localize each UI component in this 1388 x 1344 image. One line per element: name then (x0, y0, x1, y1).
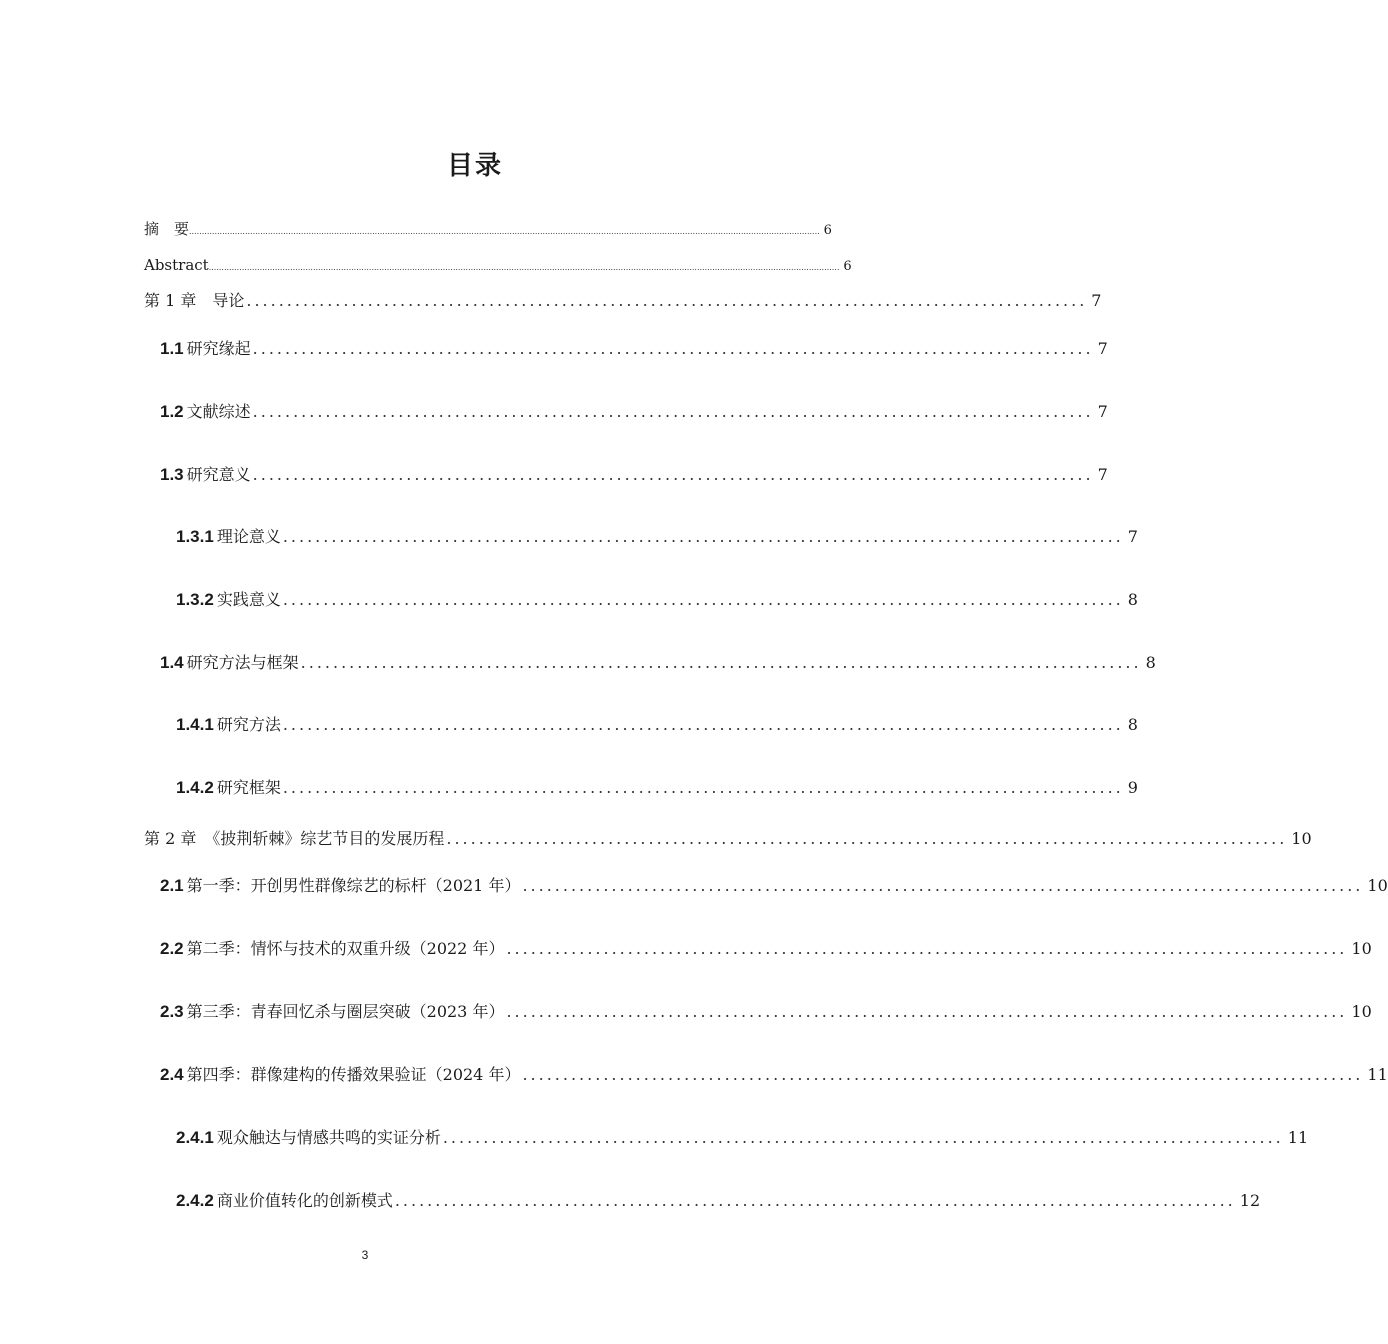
toc-entry-chapter-1[interactable] (144, 290, 1102, 312)
toc-entry-page: 10 (1367, 876, 1388, 895)
toc-entry-label: 第三季：青春回忆杀与圈层突破（2023 年） (186, 1002, 505, 1021)
toc-leader-dots: ........................................................................................................ (252, 465, 1094, 484)
toc-leader-dots: ........................................................................................................ (442, 1128, 1284, 1147)
toc-entry-label: 第一季：开创男性群像综艺的标杆（2021 年） (186, 876, 521, 895)
toc-entry-label: 第 2 章 《披荆斩棘》综艺节目的发展历程 (144, 829, 445, 848)
toc-entry-page: 7 (1097, 402, 1108, 421)
toc-entry-label: Abstract (144, 256, 209, 274)
toc-entry-number: 2.4.2 (176, 1191, 214, 1210)
toc-entry-page: 10 (1351, 1002, 1372, 1021)
toc-entry-label: 第 1 章 导论 (144, 291, 245, 310)
toc-entry-number: 1.3.2 (176, 590, 214, 609)
toc-leader-dots: ........................................................................................................ (522, 1065, 1364, 1084)
toc-entry-label: 研究缘起 (186, 339, 251, 358)
toc-entry-number: 2.2 (160, 939, 184, 958)
toc-entry-page: 11 (1287, 1128, 1309, 1147)
toc-entry-page: 6 (823, 223, 832, 238)
toc-entry-chapter-2[interactable] (144, 828, 1312, 850)
toc-entry-abstract-cn[interactable] (144, 218, 832, 243)
toc-leader-dots: ........................................................................................................ (282, 590, 1124, 609)
toc-entry-number: 1.3 (160, 465, 184, 484)
toc-entry-page: 7 (1127, 527, 1138, 546)
toc-leader-dots: ........................................................................................................................................................................................................................................................ (189, 227, 820, 236)
toc-entry-number: 2.1 (160, 876, 184, 895)
toc-entry-1-4-1[interactable] (176, 714, 1138, 736)
toc-entry-1-3-1[interactable] (176, 526, 1138, 548)
toc-leader-dots: ........................................................................................................ (300, 653, 1142, 672)
toc-entry-2-4[interactable] (160, 1064, 1388, 1086)
toc-leader-dots: ........................................................................................................ (246, 291, 1088, 310)
toc-entry-page: 9 (1127, 778, 1138, 797)
toc-entry-page: 6 (843, 259, 852, 274)
toc-leader-dots: ........................................................................................................ (282, 527, 1124, 546)
toc-entry-number: 2.3 (160, 1002, 184, 1021)
toc-entry-label: 理论意义 (216, 527, 281, 546)
toc-entry-page: 7 (1097, 465, 1108, 484)
toc-entry-page: 7 (1091, 291, 1102, 310)
toc-leader-dots: ........................................................................................................ (522, 876, 1364, 895)
toc-entry-label: 研究方法与框架 (186, 653, 299, 672)
toc-entry-number: 2.4.1 (176, 1128, 214, 1147)
toc-entry-label: 第四季：群像建构的传播效果验证（2024 年） (186, 1065, 521, 1084)
toc-entry-page: 7 (1097, 339, 1108, 358)
toc-leader-dots: ........................................................................................................ (252, 339, 1094, 358)
toc-entry-1-3[interactable] (160, 464, 1108, 486)
toc-entry-number: 1.4.1 (176, 715, 214, 734)
toc-entry-1-1[interactable] (160, 338, 1108, 360)
toc-leader-dots: ........................................................................................................ (252, 402, 1094, 421)
toc-entry-label: 观众触达与情感共鸣的实证分析 (216, 1128, 441, 1147)
toc-leader-dots: ........................................................................................................ (506, 1002, 1348, 1021)
toc-entry-page: 8 (1127, 590, 1138, 609)
toc-entry-label: 研究方法 (216, 715, 281, 734)
toc-leader-dots: ........................................................................................................ (282, 715, 1124, 734)
toc-entry-number: 2.4 (160, 1065, 184, 1084)
toc-entry-label: 摘 要 (144, 220, 190, 238)
toc-entry-page: 12 (1239, 1191, 1261, 1210)
toc-entry-page: 8 (1145, 653, 1156, 672)
toc-entry-2-4-2[interactable] (176, 1190, 1261, 1212)
toc-entry-label: 商业价值转化的创新模式 (216, 1191, 393, 1210)
toc-leader-dots: ........................................................................................................ (446, 829, 1288, 848)
toc-entry-number: 1.2 (160, 402, 184, 421)
toc-entry-label: 研究意义 (186, 465, 251, 484)
toc-entry-label: 实践意义 (216, 590, 281, 609)
toc-entry-1-4-2[interactable] (176, 777, 1138, 799)
page-number: 3 (361, 1248, 369, 1262)
toc-leader-dots: ........................................................................................................ (394, 1191, 1236, 1210)
toc-entry-2-2[interactable] (160, 938, 1372, 960)
toc-entry-label: 研究框架 (216, 778, 281, 797)
toc-entry-number: 1.1 (160, 339, 184, 358)
toc-entry-page: 8 (1127, 715, 1138, 734)
toc-leader-dots: ........................................................................................................ (282, 778, 1124, 797)
toc-leader-dots: ........................................................................................................................................................................................................................................................ (208, 263, 840, 272)
toc-entry-page: 11 (1367, 1065, 1388, 1084)
toc-entry-2-1[interactable] (160, 875, 1388, 897)
toc-entry-page: 10 (1291, 829, 1312, 848)
toc-leader-dots: ........................................................................................................ (506, 939, 1348, 958)
toc-entry-1-3-2[interactable] (176, 589, 1138, 611)
toc-entry-page: 10 (1351, 939, 1372, 958)
toc-entry-label: 第二季：情怀与技术的双重升级（2022 年） (186, 939, 505, 958)
toc-entry-label: 文献综述 (186, 402, 251, 421)
toc-entry-number: 1.4 (160, 653, 184, 672)
toc-entry-1-2[interactable] (160, 401, 1108, 423)
toc-title: 目录 (446, 151, 503, 181)
toc-entry-abstract-en[interactable] (144, 254, 852, 279)
toc-entry-2-3[interactable] (160, 1001, 1372, 1023)
toc-entry-2-4-1[interactable] (176, 1127, 1309, 1149)
toc-entry-number: 1.3.1 (176, 527, 214, 546)
toc-entry-number: 1.4.2 (176, 778, 214, 797)
toc-entry-1-4[interactable] (160, 652, 1156, 674)
